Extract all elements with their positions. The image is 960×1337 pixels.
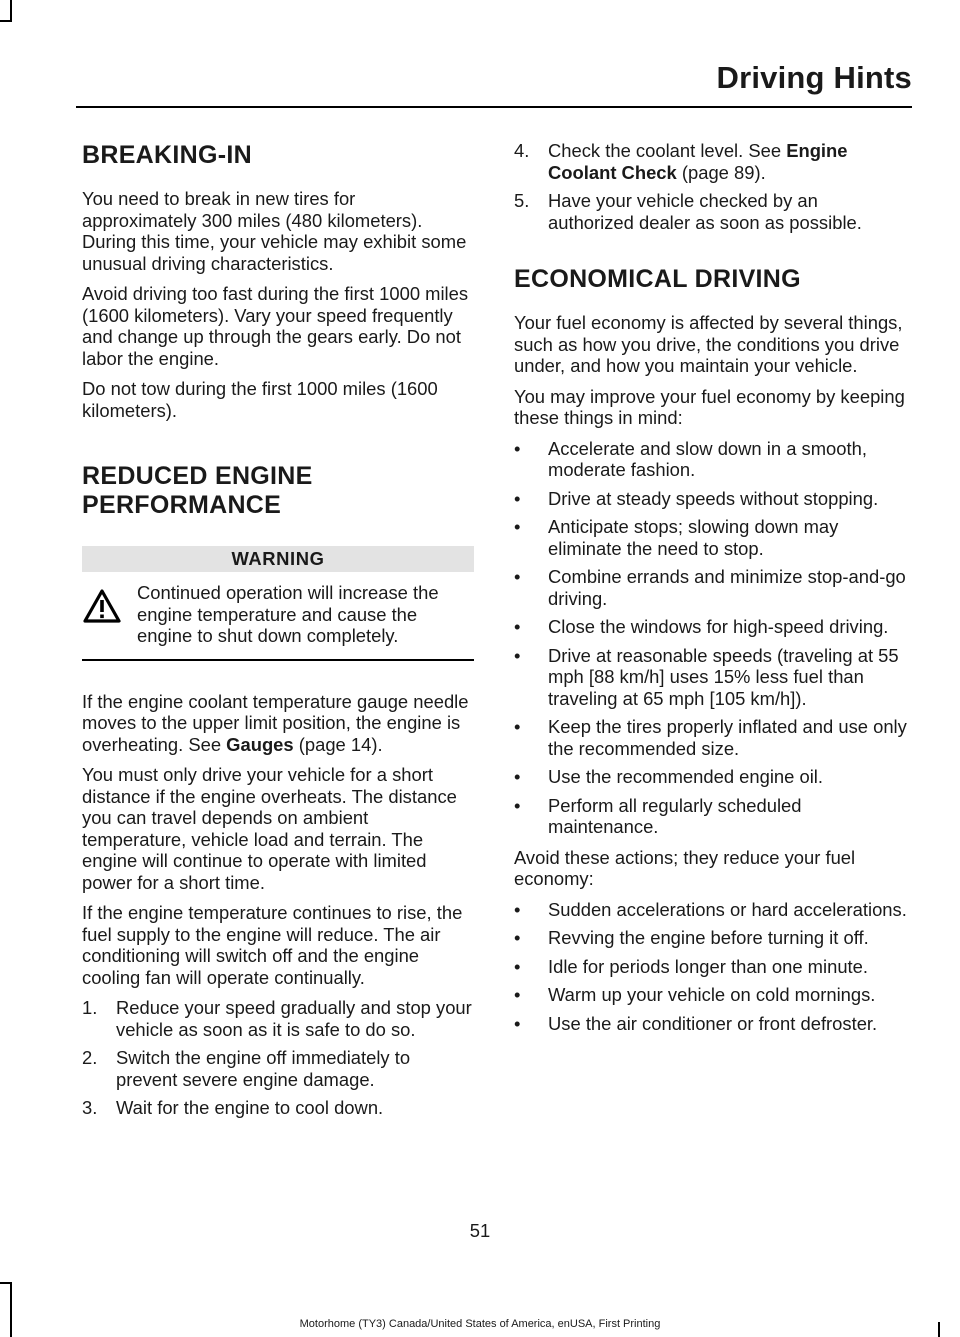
- gauges-reference-link[interactable]: Gauges: [226, 733, 294, 755]
- list-item: 4. Check the coolant level. See Engine Coolant Check (page 89).: [514, 140, 848, 183]
- right-column: [514, 140, 908, 1043]
- reduced-paragraph-3: If the engine temperature continues to rise, the fuel supply to the engine will reduce. The air conditioning will switch off and the engine cooling fan will operate continually.: [82, 902, 463, 988]
- list-item: • Drive at steady speeds without stopping.: [514, 487, 879, 509]
- list-item: • Keep the tires properly inflated and use only the recommended size.: [514, 716, 907, 759]
- page-header-title: Driving Hints: [716, 60, 912, 95]
- heading-economical-driving: ECONOMICAL DRIVING: [514, 265, 801, 293]
- list-item: • Perform all regularly scheduled maintenance.: [514, 794, 802, 837]
- avoid-list: [514, 899, 908, 1035]
- list-item: • Use the recommended engine oil.: [514, 766, 823, 787]
- heading-line-1: REDUCED ENGINE: [82, 462, 313, 490]
- economical-paragraph-3: Avoid these actions; they reduce your fuel economy:: [514, 846, 856, 889]
- engine-coolant-check-reference-link[interactable]: Engine Coolant Check: [548, 140, 848, 183]
- heading-breaking-in: BREAKING-IN: [82, 141, 252, 169]
- list-item: • Combine errands and minimize stop-and-go driving.: [514, 566, 906, 609]
- reduced-paragraph-2: You must only drive your vehicle for a short distance if the engine overheats. The distance you can travel depends on ambient temperature, vehicle load and terrain. The engine will continue to operate with limited power for a short time.: [82, 764, 457, 893]
- crop-mark-left: [0, 20, 12, 22]
- header-rule: [76, 106, 912, 108]
- breaking-in-paragraph-2: Avoid driving too fast during the first 1000 miles (1600 kilometers). Vary your speed frequently and change up through the gears early. Do not labor the engine.: [82, 283, 469, 369]
- warning-text: Continued operation will increase the engine temperature and cause the engine to shut down completely.: [137, 582, 439, 646]
- page-footer: Motorhome (TY3) Canada/United States of America, enUSA, First Printing: [299, 1318, 661, 1330]
- list-item: • Revving the engine before turning it off.: [514, 927, 869, 948]
- warning-title: WARNING: [82, 546, 474, 572]
- list-item: • Warm up your vehicle on cold mornings.: [514, 984, 876, 1005]
- list-item: • Idle for periods longer than one minute.: [514, 955, 868, 977]
- list-item: 3. Wait for the engine to cool down.: [82, 1097, 384, 1118]
- economical-paragraph-1: Your fuel economy is affected by several things, such as how you drive, the conditions you drive under, and how you maintain your vehicle.: [514, 312, 903, 376]
- breaking-in-paragraph-3: Do not tow during the first 1000 miles (1600 kilometers).: [82, 378, 438, 421]
- list-item: 5. Have your vehicle checked by an authorized dealer as soon as possible.: [514, 190, 862, 233]
- economical-paragraph-2: You may improve your fuel economy by keeping these things in mind:: [514, 385, 905, 428]
- overheat-steps-continued: [514, 140, 908, 233]
- list-item: • Accelerate and slow down in a smooth, moderate fashion.: [514, 437, 867, 480]
- heading-line-2: PERFORMANCE: [82, 491, 282, 519]
- list-item: 2. Switch the engine off immediately to prevent severe engine damage.: [82, 1047, 411, 1090]
- crop-mark-bottom-left-h: [0, 1282, 12, 1284]
- overheat-steps-list: [82, 997, 474, 1119]
- list-item: • Sudden accelerations or hard accelerations.: [514, 898, 907, 920]
- list-item: • Anticipate stops; slowing down may eliminate the need to stop.: [514, 516, 839, 559]
- list-item: • Close the windows for high-speed driving.: [514, 616, 889, 637]
- improve-list: [514, 438, 908, 838]
- warning-triangle-icon: [82, 582, 124, 647]
- warning-box: [82, 546, 474, 661]
- list-item: 1. Reduce your speed gradually and stop your vehicle as soon as it is safe to do so.: [82, 997, 472, 1040]
- list-item: • Use the air conditioner or front defroster.: [514, 1012, 878, 1034]
- left-column: [82, 140, 474, 1128]
- heading-reduced-engine-performance: [82, 462, 474, 520]
- page-number: 51: [469, 1220, 491, 1241]
- crop-mark-top-left: [10, 0, 12, 22]
- reduced-paragraph-1: If the engine coolant temperature gauge needle moves to the upper limit position, the engine is overheating. See Gauges (page 14).: [82, 690, 469, 755]
- breaking-in-paragraph-1: You need to break in new tires for approximately 300 miles (480 kilometers). During this time, your vehicle may exhibit some unusual driving characteristics.: [82, 188, 467, 274]
- list-item: • Drive at reasonable speeds (traveling at 55 mph [88 km/h] uses 15% less fuel than traveling at 65 mph [105 km/h]).: [514, 644, 899, 709]
